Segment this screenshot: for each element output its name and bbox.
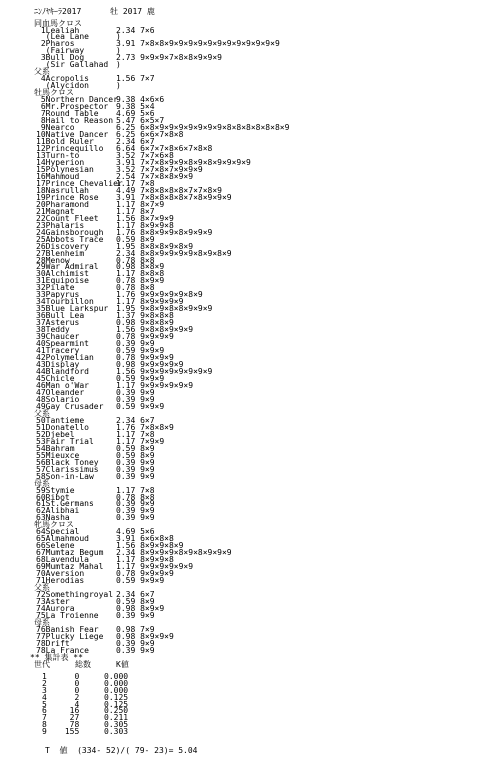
cross-value: 0.39 9×9: [116, 638, 155, 648]
ancestor-name: 39Chaucer: [36, 332, 80, 342]
ancestor-name: 78La France: [36, 645, 89, 655]
ancestor-name: 52Djebel: [36, 429, 75, 439]
cross-value: 4.69 5×6: [116, 527, 155, 537]
ancestor-name: 22Count Fleet: [36, 213, 99, 223]
cross-value: 0.98 8×8×9: [116, 262, 165, 272]
section-title: 同血馬クロス: [34, 18, 82, 28]
ancestor-name: 32Pilate: [36, 283, 75, 293]
cross-value: 1.56 8×9×9×8×9: [116, 541, 184, 551]
ancestor-name: 50Tantieme: [36, 415, 85, 425]
ancestor-name: 40Spearmint: [36, 339, 89, 349]
ancestor-name: 17Prince Chevalier: [36, 178, 123, 188]
ancestor-name: 38Teddy: [36, 325, 70, 335]
cross-value: 0.59 8×9: [116, 443, 155, 453]
k-value: 0.303: [104, 727, 129, 737]
cross-value: 1.17 8×9×9×9×9: [116, 297, 184, 307]
total: 155: [60, 727, 80, 737]
ancestor-name: 26Discovery: [36, 241, 89, 251]
ancestor-name: (Fairway: [36, 46, 85, 56]
ancestor-name: (Sir Gallahad: [36, 60, 109, 70]
section-title: 父系: [34, 67, 50, 77]
cross-value: 4.49 7×8×8×8×8×7×7×8×9: [116, 185, 222, 195]
ancestor-name: 67Mumtaz Begum: [36, 548, 104, 558]
ancestor-name: 57Clarissimus: [36, 464, 99, 474]
cross-value: 0.98 7×9: [116, 624, 155, 634]
cross-value: 9.38 5×4: [116, 102, 155, 112]
cross-value: 4.69 5×6: [116, 109, 155, 119]
ancestor-name: 13Turn-to: [36, 150, 80, 160]
ancestor-name: 43Display: [36, 360, 80, 369]
cross-value: 2.34 6×7: [116, 415, 155, 425]
cross-value: ): [116, 60, 121, 70]
ancestor-name: 76Banish Fear: [36, 624, 99, 634]
ancestor-name: 14Hyperion: [36, 157, 85, 167]
cross-value: 1.95 9×8×9×8×8×9×9×9: [116, 304, 213, 314]
ancestor-name: 23Phalaris: [36, 220, 85, 230]
ancestor-name: 73Aster: [36, 597, 70, 606]
total: 4: [60, 699, 80, 709]
t-value: T 値 (334- 52)/( 79- 23)= 5.04: [45, 745, 198, 755]
cross-value: 0.78 8×8: [116, 283, 155, 293]
cross-value: 6.64 6×7×7×8×6×7×8×8: [116, 144, 213, 153]
ancestor-name: 10Native Dancer: [36, 130, 109, 139]
ancestor-name: 65Almahmoud: [36, 534, 89, 544]
ancestor-name: 28Menow: [36, 255, 70, 265]
ancestor-name: 56Black Toney: [36, 457, 99, 467]
cross-value: 0.78 9×9×9×9: [116, 332, 174, 342]
ancestor-name: 45Chicle: [36, 374, 75, 383]
k-value: 0.305: [104, 720, 129, 730]
ancestor-name: 35Blue Larkspur: [36, 304, 109, 314]
ancestor-name: 3Bull Dog: [36, 53, 85, 63]
cross-value: 2.34 6×7: [116, 137, 155, 146]
col-generation: 世代: [34, 659, 50, 669]
cross-value: 1.37 9×8×8×8: [116, 311, 174, 321]
k-value: 0.000: [104, 671, 129, 681]
cross-value: 0.39 9×9: [116, 457, 155, 467]
cross-value: 0.39 9×9: [116, 471, 155, 481]
ancestor-name: 6Mr.Prospector: [36, 102, 109, 112]
cross-value: 1.17 7×8: [116, 429, 155, 439]
cross-value: 2.73 9×9×9×7×8×8×9×9×9: [116, 53, 222, 63]
ancestor-name: 61St.Germans: [36, 499, 94, 509]
ancestor-name: 25Abbots Trace: [36, 234, 104, 244]
section-title: 父系: [34, 408, 50, 418]
cross-value: 1.17 7×8: [116, 485, 155, 495]
cross-value: 0.98 8×9×9×9: [116, 631, 174, 641]
generation: 9: [42, 727, 47, 737]
total: 27: [60, 713, 80, 723]
ancestor-name: 60Ribot: [36, 492, 70, 502]
ancestor-name: 69Mumtaz Mahal: [36, 562, 104, 572]
cross-value: 0.39 9×9: [116, 645, 155, 655]
total: 0: [60, 671, 80, 681]
ancestor-name: 34Tourbillon: [36, 297, 94, 307]
cross-value: 0.59 9×9×9: [116, 576, 165, 586]
cross-value: 1.17 7×8: [116, 178, 155, 188]
ancestor-name: 49Gay Crusader: [36, 401, 104, 411]
cross-value: 0.39 9×9: [116, 394, 155, 404]
total: 0: [60, 685, 80, 695]
cross-value: 2.54 7×7×8×8×9×9: [116, 171, 194, 181]
ancestor-name: 37Asterus: [36, 318, 80, 328]
ancestor-name: 74Aurora: [36, 604, 75, 613]
total: 78: [60, 720, 80, 730]
cross-value: 3.91 7×8×8×9×9×9×9×9×9×9×9×9×9×9×9: [116, 39, 280, 49]
cross-value: 0.59 9×9×9: [116, 401, 165, 411]
cross-value: 0.39 9×9: [116, 513, 155, 523]
ancestor-name: 29War Admiral: [36, 262, 99, 272]
generation: 2: [42, 678, 47, 688]
ancestor-name: 11Bold Ruler: [36, 137, 94, 146]
horse-name: ﾆﾝﾉﾔｷｰﾗ2017: [34, 7, 82, 16]
cross-value: 1.17 8×7×9: [116, 199, 165, 209]
ancestor-name: 78Drift: [36, 638, 70, 648]
cross-value: 3.91 6×6×8×8: [116, 534, 174, 544]
cross-value: 1.17 8×9×9×8: [116, 555, 174, 565]
ancestor-name: 75La Troienne: [36, 611, 99, 620]
ancestor-name: 51Donatello: [36, 422, 89, 432]
cross-value: 5.47 6×5×7: [116, 116, 165, 126]
ancestor-name: 30Alchimist: [36, 269, 89, 279]
cross-value: 0.59 8×9: [116, 597, 155, 606]
cross-value: 9.38 4×6×6: [116, 95, 165, 105]
cross-value: 1.76 7×8×8×9: [116, 422, 174, 432]
ancestor-name: 63Nasha: [36, 513, 70, 523]
total: 2: [60, 692, 80, 702]
ancestor-name: 41Tracery: [36, 346, 80, 356]
generation: 6: [42, 706, 47, 716]
cross-value: 1.95 8×8×8×9×8×9: [116, 241, 194, 251]
k-value: 0.000: [104, 685, 129, 695]
horse-info: 牡 2017 鹿: [110, 7, 155, 16]
section-title: 牝馬クロス: [34, 520, 74, 530]
ancestor-name: 21Magnat: [36, 206, 75, 216]
ancestor-name: 47Oleander: [36, 387, 85, 397]
col-k-value: K値: [116, 659, 129, 669]
ancestor-name: 62Alibhai: [36, 506, 80, 516]
ancestor-name: 19Prince Rose: [36, 192, 99, 202]
total: 0: [60, 678, 80, 688]
cross-value: 2.34 7×6: [116, 25, 155, 35]
cross-value: 0.78 8×9×9: [116, 276, 165, 286]
summary-title-text: ** 集計表 **: [30, 652, 83, 662]
ancestor-name: (Alycidon: [36, 81, 89, 91]
cross-value: ): [116, 46, 121, 56]
cross-value: 3.52 7×7×8×7×9×9×9: [116, 164, 203, 174]
cross-value: 1.76 8×8×9×9×8×9×9×9: [116, 227, 213, 237]
cross-value: 0.39 9×9: [116, 464, 155, 474]
generation: 8: [42, 720, 47, 730]
cross-value: 0.39 9×9: [116, 499, 155, 509]
k-value: 0.250: [104, 706, 129, 716]
cross-value: 1.56 9×8×8×9×9×9: [116, 325, 194, 335]
cross-value: 1.76 9×9×9×9×9×8×9: [116, 290, 203, 300]
ancestor-name: 46Man o'War: [36, 380, 89, 390]
cross-value: 0.78 9×9×9×9: [116, 569, 174, 579]
cross-value: 3.91 7×8×8×8×8×7×8×9×9×9: [116, 192, 232, 202]
ancestor-name: 71Herodias: [36, 576, 85, 586]
ancestor-name: 18Nasrullah: [36, 185, 89, 195]
ancestor-name: 54Bahram: [36, 443, 75, 453]
cross-value: 1.17 7×9×9: [116, 436, 165, 446]
cross-value: 0.59 8×9: [116, 234, 155, 244]
report-header: [0, 7, 155, 16]
cross-value: 0.78 8×8: [116, 492, 155, 502]
section-title: 牡馬クロス: [34, 88, 74, 98]
ancestor-name: 58Son-in-Law: [36, 471, 94, 481]
cross-value: 2.34 8×8×9×9×9×9×8×9×8×9: [116, 248, 232, 258]
cross-value: 0.59 9×9×9: [116, 346, 165, 356]
ancestor-name: 16Mahmoud: [36, 171, 80, 181]
ancestor-name: 36Bull Lea: [36, 311, 85, 321]
cross-value: ): [116, 81, 121, 91]
total: 16: [60, 706, 80, 716]
ancestor-name: 12Princequillo: [36, 144, 104, 153]
ancestor-name: (Lea Lane: [36, 32, 89, 42]
ancestor-name: 20Pharamond: [36, 199, 89, 209]
ancestor-name: 68Lavendula: [36, 555, 89, 565]
cross-value: 0.39 9×9: [116, 611, 155, 620]
cross-value: 1.17 8×9×9×8: [116, 220, 174, 230]
cross-value: 0.39 9×9: [116, 339, 155, 349]
cross-value: 0.78 8×8: [116, 255, 155, 265]
cross-value: 0.98 8×9×9: [116, 604, 165, 613]
cross-value: 1.17 8×7: [116, 206, 155, 216]
col-total: 総数: [75, 659, 91, 669]
ancestor-name: 70Aversion: [36, 569, 85, 579]
cross-value: ): [116, 32, 121, 42]
ancestor-name: 9Nearco: [36, 123, 75, 132]
k-value: 0.125: [104, 699, 129, 709]
generation: 3: [42, 685, 47, 695]
ancestor-name: 55Mieuxce: [36, 450, 80, 460]
k-value: 0.000: [104, 678, 129, 688]
cross-value: 1.17 8×8×8: [116, 269, 165, 279]
generation: 5: [42, 699, 47, 709]
ancestor-name: 4Acropolis: [36, 74, 89, 84]
cross-value: 0.39 9×9: [116, 506, 155, 516]
ancestor-name: 44Blandford: [36, 367, 89, 376]
k-value: 0.211: [104, 713, 129, 723]
ancestor-name: 5Northern Dancer: [36, 95, 118, 105]
cross-value: 6.25 6×6×7×8×8: [116, 130, 184, 139]
ancestor-name: 2Pharos: [36, 39, 75, 49]
generation: 1: [42, 671, 47, 681]
ancestor-name: 59Stymie: [36, 485, 75, 495]
cross-value: 1.17 9×9×9×9×9×9: [116, 380, 194, 390]
ancestor-name: 64Special: [36, 527, 80, 537]
ancestor-name: 53Fair Trial: [36, 436, 94, 446]
cross-value: 0.59 9×9×9: [116, 374, 165, 383]
k-value: 0.125: [104, 692, 129, 702]
cross-value: 1.56 7×7: [116, 74, 155, 84]
cross-value: 1.56 8×7×9×9: [116, 213, 174, 223]
generation: 7: [42, 713, 47, 723]
cross-value: 2.34 8×9×9×9×8×9×8×9×9×9: [116, 548, 232, 558]
ancestor-name: 66Selene: [36, 541, 75, 551]
cross-value: 1.17 9×9×9×9×9×9: [116, 562, 194, 572]
ancestor-name: 24Gainsborough: [36, 227, 104, 237]
cross-value: 0.39 9×9: [116, 387, 155, 397]
ancestor-name: 31Equipoise: [36, 276, 89, 286]
section-title: 父系: [34, 583, 50, 593]
ancestor-name: 42Polymelian: [36, 353, 94, 363]
ancestor-name: 1Lealiah: [36, 25, 80, 35]
cross-value: 0.78 9×9×9×9: [116, 353, 174, 363]
cross-value: 0.59 8×9: [116, 450, 155, 460]
section-title: 母系: [34, 478, 50, 488]
cross-value: 6.25 6×8×9×9×9×9×9×9×9×8×8×8×8×8×8×9: [116, 123, 290, 132]
ancestor-name: 72Somethingroyal: [36, 590, 114, 599]
ancestor-name: 48Solario: [36, 394, 80, 404]
cross-value: 1.56 9×9×9×9×9×9×9×9: [116, 367, 213, 376]
cross-value: 2.34 6×7: [116, 590, 155, 599]
ancestor-name: 7Round Table: [36, 109, 99, 119]
ancestor-name: 27Blenheim: [36, 248, 85, 258]
ancestor-name: 33Papyrus: [36, 290, 80, 300]
cross-value: 3.52 7×7×6×8: [116, 150, 174, 160]
cross-value: 0.98 9×9×9×9×9: [116, 360, 184, 369]
cross-value: 3.91 7×7×8×9×9×8×9×8×9×9×9×9: [116, 157, 251, 167]
cross-value: 0.98 9×8×8×9: [116, 318, 174, 328]
section-title: 母系: [34, 617, 50, 627]
ancestor-name: 8Hail to Reason: [36, 116, 114, 126]
ancestor-name: 15Polynesian: [36, 164, 94, 174]
generation: 4: [42, 692, 47, 702]
ancestor-name: 77Plucky Liege: [36, 631, 104, 641]
